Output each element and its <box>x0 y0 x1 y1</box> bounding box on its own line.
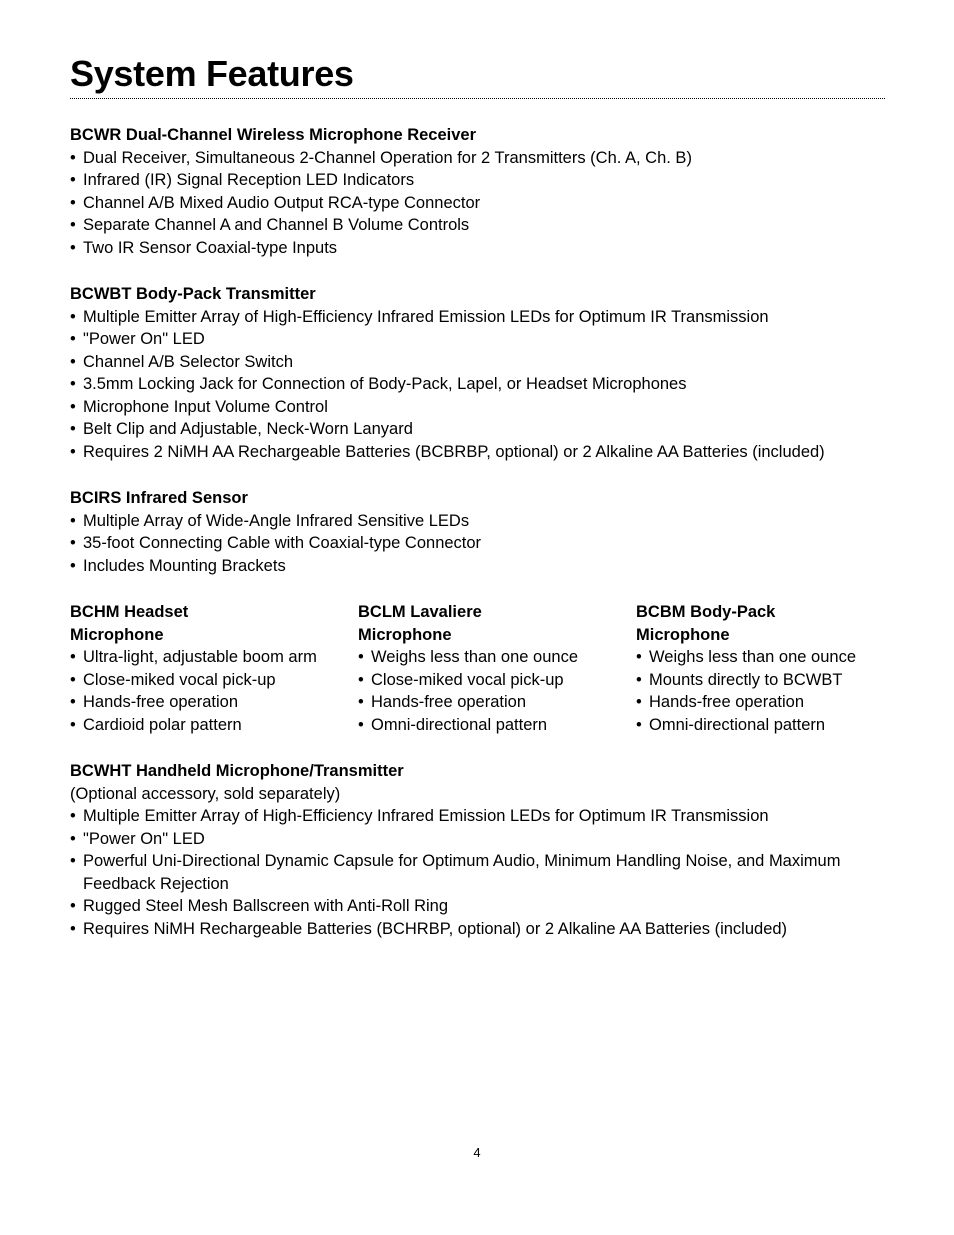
list-item: • Belt Clip and Adjustable, Neck-Worn Lanyard <box>70 418 885 441</box>
list-item: • Mounts directly to BCWBT <box>636 669 885 692</box>
feature-list <box>70 805 885 940</box>
list-item: • Close-miked vocal pick-up <box>70 669 358 692</box>
list-item: • Multiple Emitter Array of High-Efficiency Infrared Emission LEDs for Optimum IR Transmission <box>70 805 885 828</box>
list-item: • Weighs less than one ounce <box>636 646 885 669</box>
section-title: BCIRS Infrared Sensor <box>70 489 248 507</box>
section-bchm <box>70 601 358 736</box>
list-item: • Microphone Input Volume Control <box>70 396 885 419</box>
section-title-line2: Microphone <box>636 625 730 644</box>
document-page <box>70 0 885 940</box>
section-bcwht <box>70 760 885 940</box>
title-divider <box>70 98 885 99</box>
section-title-line2: Microphone <box>70 625 164 644</box>
list-item: • Hands-free operation <box>636 691 885 714</box>
feature-list <box>70 646 358 736</box>
list-item: • Omni-directional pattern <box>358 714 636 737</box>
section-note: (Optional accessory, sold separately) <box>70 784 341 803</box>
list-item: • Channel A/B Selector Switch <box>70 351 885 374</box>
feature-list <box>70 510 885 578</box>
list-item: • Weighs less than one ounce <box>358 646 636 669</box>
list-item: • Channel A/B Mixed Audio Output RCA-type Connector <box>70 192 885 215</box>
page-number: 4 <box>473 1145 481 1160</box>
list-item: • Separate Channel A and Channel B Volume Controls <box>70 214 885 237</box>
list-item: • Two IR Sensor Coaxial-type Inputs <box>70 237 885 260</box>
list-item: • Hands-free operation <box>358 691 636 714</box>
list-item: • Dual Receiver, Simultaneous 2-Channel Operation for 2 Transmitters (Ch. A, Ch. B) <box>70 147 885 170</box>
page-title: System Features <box>70 53 354 94</box>
feature-list <box>358 646 636 736</box>
list-item: • Omni-directional pattern <box>636 714 885 737</box>
list-item: • Includes Mounting Brackets <box>70 555 885 578</box>
list-item: • Cardioid polar pattern <box>70 714 358 737</box>
feature-list <box>70 306 885 464</box>
section-bcwr <box>70 124 885 259</box>
section-bclm <box>358 601 636 736</box>
section-title-line1: BCLM Lavaliere <box>358 603 482 621</box>
section-title: BCWBT Body-Pack Transmitter <box>70 285 316 303</box>
section-bcirs <box>70 487 885 577</box>
list-item: • Infrared (IR) Signal Reception LED Indicators <box>70 169 885 192</box>
list-item: • "Power On" LED <box>70 828 885 851</box>
list-item: • Rugged Steel Mesh Ballscreen with Anti-Roll Ring <box>70 895 885 918</box>
feature-list <box>636 646 885 736</box>
section-title: BCWR Dual-Channel Wireless Microphone Receiver <box>70 126 477 144</box>
list-item: • Multiple Emitter Array of High-Efficiency Infrared Emission LEDs for Optimum IR Transmission <box>70 306 885 329</box>
section-bcwbt <box>70 283 885 463</box>
list-item: • Close-miked vocal pick-up <box>358 669 636 692</box>
section-title-line1: BCBM Body-Pack <box>636 603 776 621</box>
section-title-line2: Microphone <box>358 625 452 644</box>
list-item: • 35-foot Connecting Cable with Coaxial-type Connector <box>70 532 885 555</box>
list-item: • Multiple Array of Wide-Angle Infrared Sensitive LEDs <box>70 510 885 533</box>
list-item: • Hands-free operation <box>70 691 358 714</box>
section-bcbm <box>636 601 885 736</box>
list-item: • Requires NiMH Rechargeable Batteries (BCHRBP, optional) or 2 Alkaline AA Batteries (included) <box>70 918 885 941</box>
feature-list <box>70 147 885 260</box>
list-item: • "Power On" LED <box>70 328 885 351</box>
list-item: • Requires 2 NiMH AA Rechargeable Batteries (BCBRBP, optional) or 2 Alkaline AA Batteries (included) <box>70 441 885 464</box>
section-title-line1: BCHM Headset <box>70 603 189 621</box>
list-item: • Ultra-light, adjustable boom arm <box>70 646 358 669</box>
list-item: • Powerful Uni-Directional Dynamic Capsule for Optimum Audio, Minimum Handling Noise, and Maximum Feedback Rejection <box>70 850 885 895</box>
list-item: • 3.5mm Locking Jack for Connection of Body-Pack, Lapel, or Headset Microphones <box>70 373 885 396</box>
microphone-columns <box>70 601 885 736</box>
section-title: BCWHT Handheld Microphone/Transmitter <box>70 762 404 780</box>
